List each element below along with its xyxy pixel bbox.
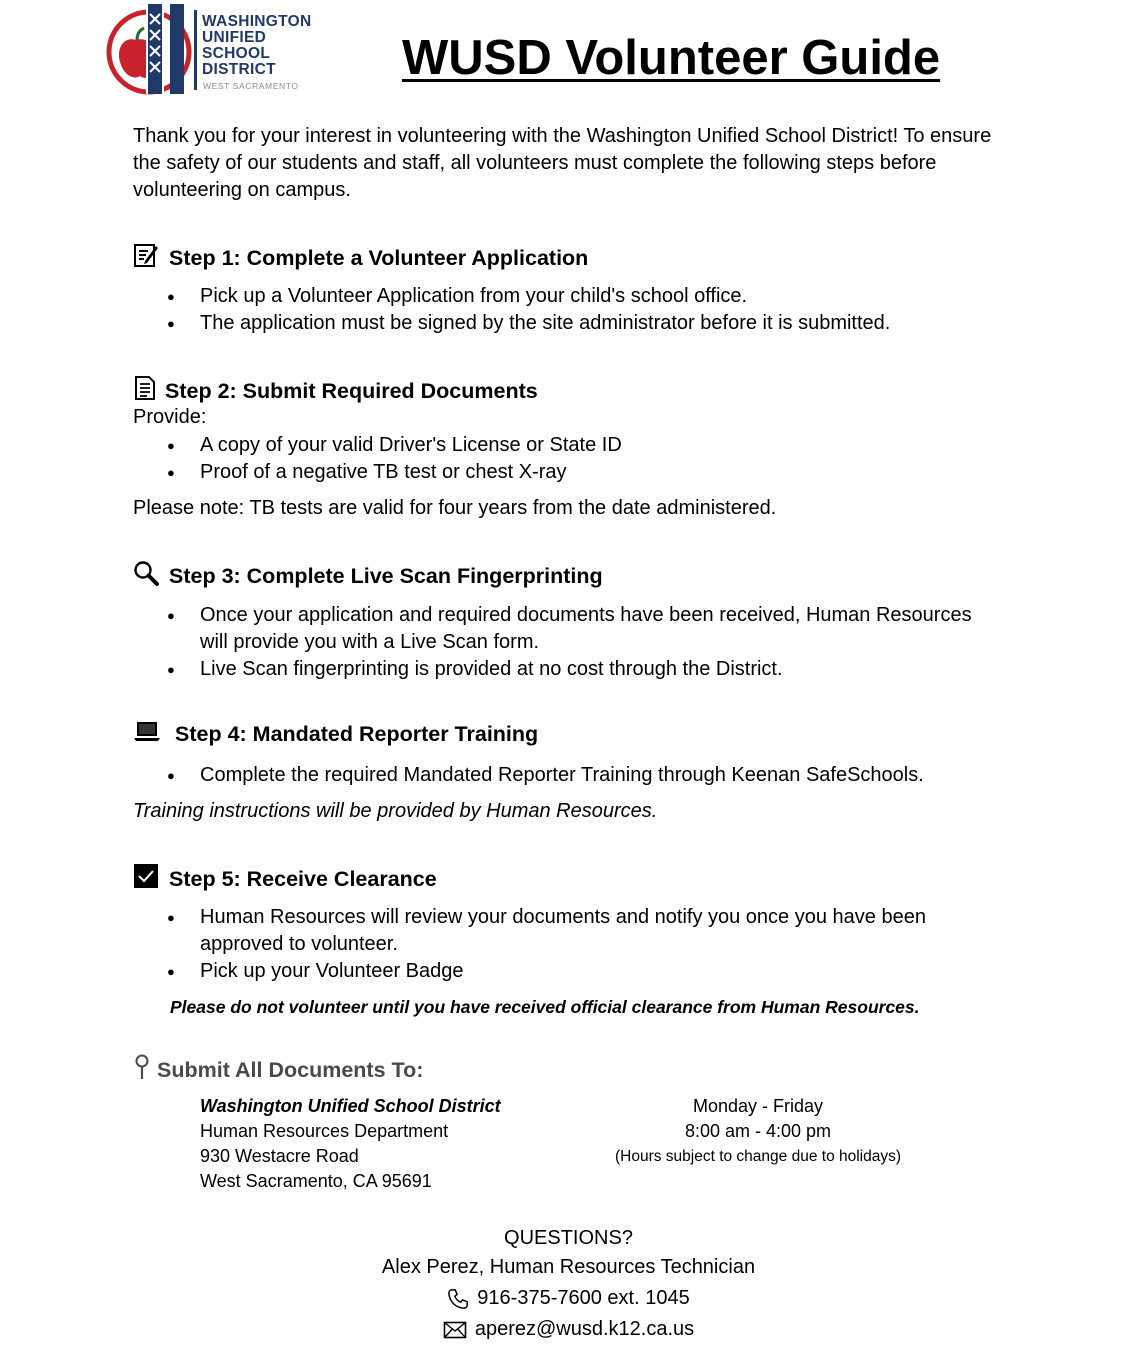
step-3-list xyxy=(164,602,1004,683)
contact-phone-row xyxy=(0,1284,1137,1313)
laptop-icon xyxy=(133,720,161,748)
checkbox-icon xyxy=(133,863,159,895)
logo-emblem-icon xyxy=(104,0,204,98)
list-item: ● Complete the required Mandated Reporter Training through Keenan SafeSchools. xyxy=(164,762,1004,789)
step-2-note: Please note: TB tests are valid for four years from the date administered. xyxy=(133,497,777,519)
address-org: Washington Unified School District xyxy=(200,1096,501,1116)
submit-heading xyxy=(133,1054,423,1086)
logo-wordmark xyxy=(202,14,312,78)
step-5-list xyxy=(164,904,1004,985)
hours-note: (Hours subject to change due to holidays) xyxy=(614,1148,902,1165)
step-1-list xyxy=(164,283,1004,337)
address-line: Human Resources Department xyxy=(200,1121,449,1141)
list-item: ● Live Scan fingerprinting is provided at no cost through the District. xyxy=(164,656,1004,683)
list-item: ● Pick up a Volunteer Application from your child's school office. xyxy=(164,283,1004,310)
logo-line: UNIFIED xyxy=(202,29,267,46)
phone-icon xyxy=(447,1288,469,1310)
step-3-heading xyxy=(133,560,603,592)
document-icon xyxy=(133,375,157,407)
logo-line: DISTRICT xyxy=(202,61,276,78)
step-1-heading xyxy=(133,242,588,274)
step-5-heading xyxy=(133,863,437,895)
hours-days: Monday - Friday xyxy=(692,1096,824,1116)
mailing-address xyxy=(200,1094,501,1194)
page-title: WUSD Volunteer Guide xyxy=(402,31,941,85)
office-hours xyxy=(598,1094,918,1169)
contact-email[interactable]: aperez@wusd.k12.ca.us xyxy=(474,1318,695,1340)
list-item: ● Human Resources will review your documents and notify you once you have been approved to volunteer. xyxy=(164,904,1004,958)
clearance-warning: Please do not volunteer until you have received official clearance from Human Resources. xyxy=(170,997,920,1017)
pin-icon xyxy=(133,1054,151,1086)
envelope-icon xyxy=(443,1321,467,1339)
contact-phone[interactable]: 916-375-7600 ext. 1045 xyxy=(477,1287,690,1309)
contact-block xyxy=(0,1224,1137,1344)
step-4-note: Training instructions will be provided by Human Resources. xyxy=(133,800,658,822)
list-item: ● Pick up your Volunteer Badge xyxy=(164,958,1004,985)
step-4-heading xyxy=(133,720,538,748)
list-item: ● A copy of your valid Driver's License or State ID xyxy=(164,432,1004,459)
step-3-title: Step 3: Complete Live Scan Fingerprinting xyxy=(169,563,603,588)
contact-name: Alex Perez, Human Resources Technician xyxy=(381,1256,756,1278)
list-item: ● The application must be signed by the site administrator before it is submitted. xyxy=(164,310,1004,337)
step-2-heading xyxy=(133,375,538,407)
step-2-title: Step 2: Submit Required Documents xyxy=(165,378,538,403)
intro-paragraph: Thank you for your interest in volunteering with the Washington Unified School District! To ensure the safety of our students and staff, all volunteers must complete the following steps before volunteering on campus. xyxy=(133,125,992,201)
logo-line: WASHINGTON xyxy=(202,13,312,30)
logo-subtitle: WEST SACRAMENTO xyxy=(203,81,299,91)
address-line: West Sacramento, CA 95691 xyxy=(200,1171,432,1191)
logo-line: SCHOOL xyxy=(202,45,271,62)
step-2-list xyxy=(164,432,1004,486)
step-4-list xyxy=(164,762,1004,789)
memo-icon xyxy=(133,242,159,274)
address-line: 930 Westacre Road xyxy=(200,1146,359,1166)
step-5-title: Step 5: Receive Clearance xyxy=(169,866,437,891)
contact-email-row xyxy=(0,1315,1137,1344)
step-4-title: Step 4: Mandated Reporter Training xyxy=(175,721,539,746)
list-item: ● Proof of a negative TB test or chest X-ray xyxy=(164,459,1004,486)
magnifier-icon xyxy=(133,560,159,592)
hours-time: 8:00 am - 4:00 pm xyxy=(684,1121,832,1141)
questions-label: QUESTIONS? xyxy=(504,1227,633,1249)
step-1-title: Step 1: Complete a Volunteer Application xyxy=(169,245,589,270)
submit-title: Submit All Documents To: xyxy=(157,1057,424,1082)
list-item: ● Once your application and required documents have been received, Human Resources will provide you with a Live Scan form. xyxy=(164,602,1004,656)
step-2-lead: Provide: xyxy=(133,406,207,428)
